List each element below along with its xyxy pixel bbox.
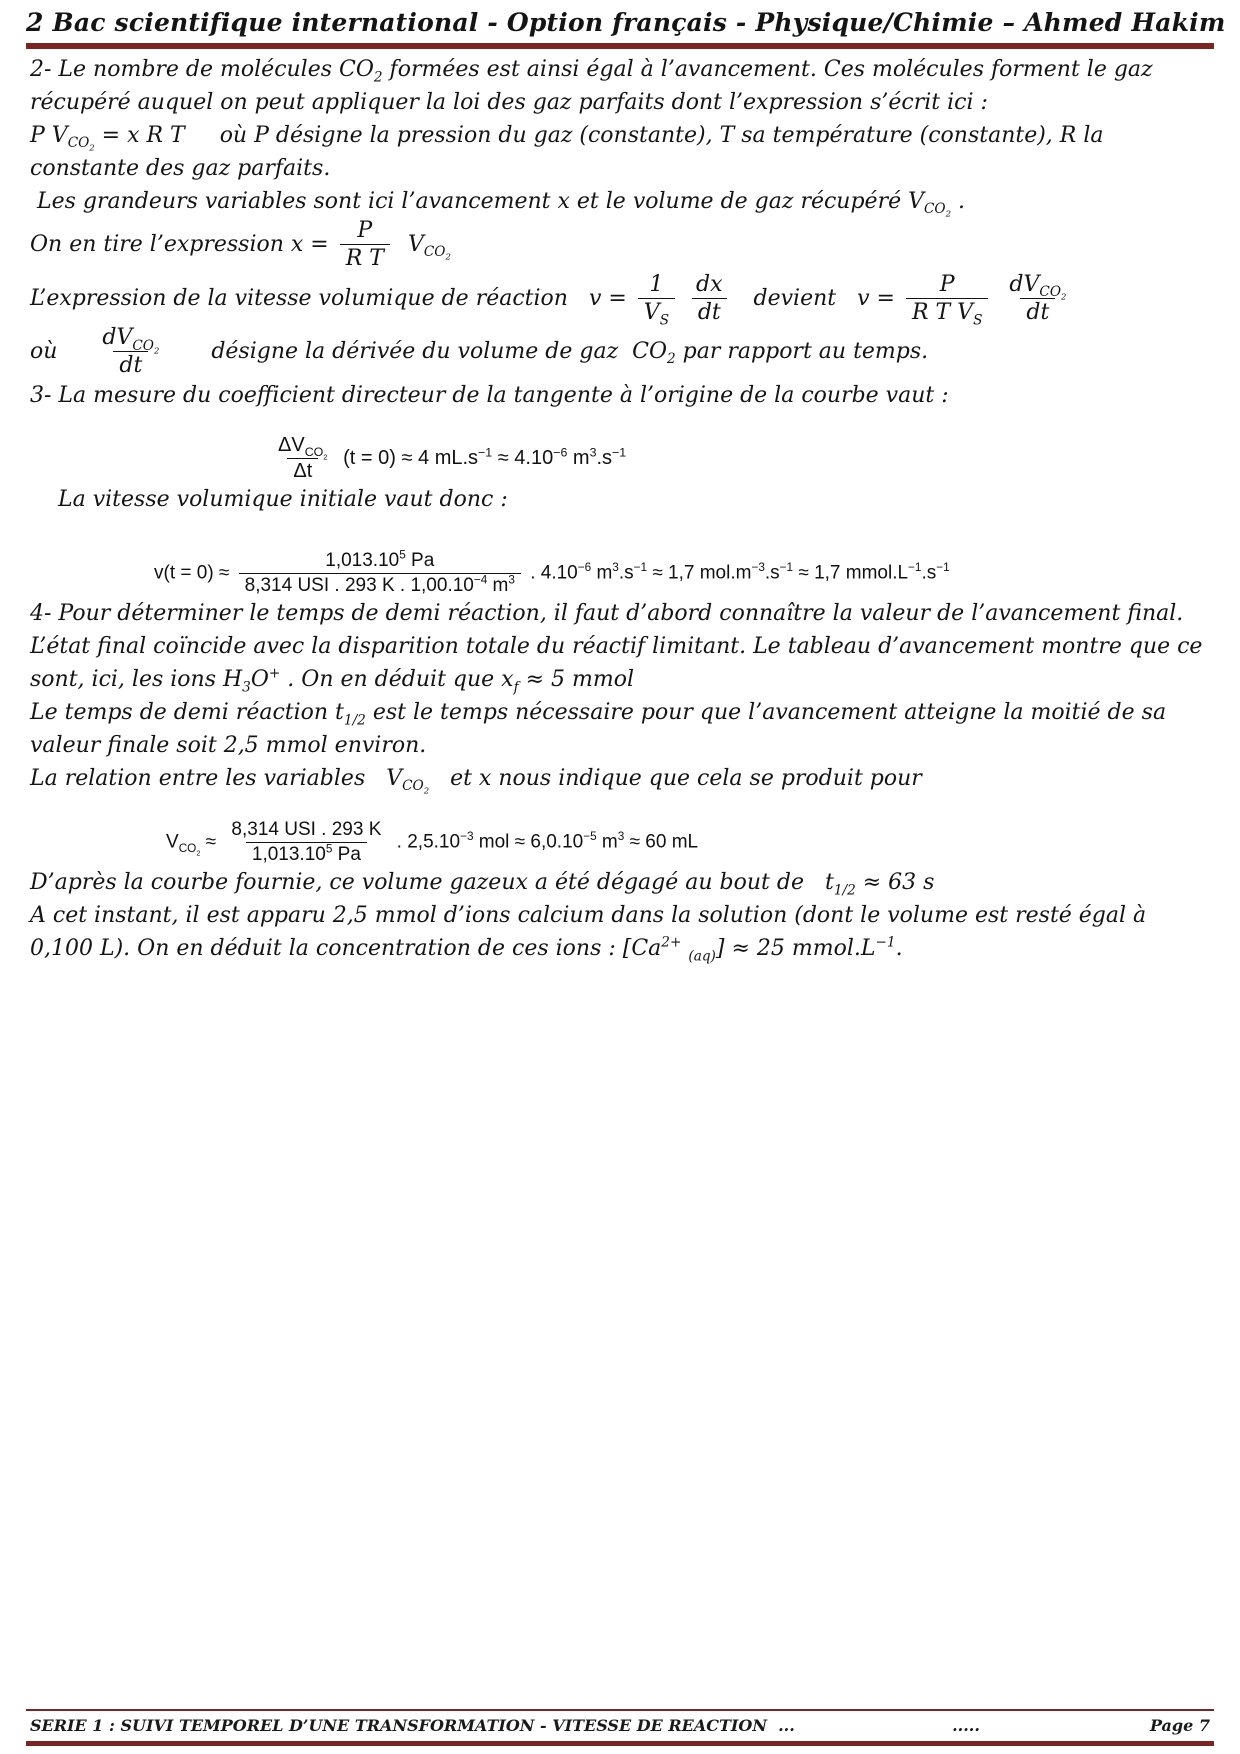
footer-dots: ..... bbox=[952, 1716, 980, 1735]
fraction: $\frac{P}{R T V_S}$ bbox=[906, 272, 988, 326]
page-header bbox=[0, 0, 1240, 49]
paragraph-half-time-definition: Le temps de demi réaction $t_{1/2}$ est le temps nécessaire pour que l’avancement atteigne la moitié de sa valeur finale soit 2,5 mmol environ. bbox=[30, 699, 1174, 758]
paragraph-derivative-definition: où $\frac{dV_{CO_2}}{dt}$ désigne la dérivée du volume de gaz $CO_2$ par rapport au temps. bbox=[30, 325, 929, 379]
footer-page-number: Page 7 bbox=[1149, 1716, 1210, 1735]
fraction: $\frac{1}{V_S}$ bbox=[638, 272, 675, 326]
equation-initial-slope: $\frac{\Delta V_{CO_2}}{\Delta t}$ (t = 0) ≈ 4 $mL.s^{-1} \approx 4.10^{-6}$ $m^3.s^{-1}$ bbox=[268, 434, 1210, 483]
fraction: $\frac{1,013.10^5 Pa}{8,314 USI . 293 K . 1,00.10^{-4} m^3}$ bbox=[239, 550, 521, 597]
paragraph-relation-variables: La relation entre les variables $V_{CO_2}$ et x nous indique que cela se produit pour bbox=[30, 765, 922, 797]
page-footer bbox=[0, 1709, 1240, 1754]
paragraph-calcium-concentration: A cet instant, il est apparu 2,5 mmol d’ions calcium dans la solution (dont le volume est resté égal à 0,100 L). On en déduit la concentration de ces ions : [$Ca^{2+}$ $_{(aq)}$] ≈ 25 $mmol.L^{-1}$. bbox=[30, 902, 1154, 965]
footer-series-title: SERIE 1 : SUIVI TEMPOREL D’UNE TRANSFORMATION - VITESSE DE REACTION ... bbox=[30, 1716, 795, 1735]
fraction: $\frac{\Delta V_{CO_2}}{\Delta t}$ bbox=[278, 433, 328, 483]
footer-text-row bbox=[26, 1711, 1214, 1741]
paragraph-q3-tangent-slope: 3- La mesure du coefficient directeur de la tangente à l’origine de la courbe vaut : bbox=[30, 382, 949, 408]
paragraph-volumetric-rate-expression: L’expression de la vitesse volumique de réaction v = $\frac{1}{V_S}$ $\frac{dx}{dt}$ devient v = $\frac{P}{R T V_S}$ $\frac{dV_{CO_2}}{dt}$ bbox=[30, 272, 1210, 326]
paragraph-q4-half-reaction-time: 4- Pour déterminer le temps de demi réaction, il faut d’abord connaître la valeur de l’avancement final. bbox=[30, 600, 1184, 626]
fraction: $\frac{P}{\text{R T}}$ bbox=[340, 218, 390, 272]
document-title: 2 Bac scientifique international - Option français - Physique/Chimie – Ahmed Hakim bbox=[26, 8, 1226, 37]
equation-half-volume: $V_{CO_2}$ ≈ $\frac{\text{8,314 USI . 293 K}}{1,013.10^5 Pa}$ . $2,5.10^{-3}$ mol ≈ $6,0.10^{-5}$ $m^3 \approx 60$ mL bbox=[166, 818, 699, 865]
fraction: $\frac{dV_{CO_2}}{dt}$ bbox=[102, 325, 160, 379]
paragraph-final-state: L’état final coïncide avec la disparition totale du réactif limitant. Le tableau d’avancement montre que ce sont, ici, les ions $H_3O^+$ . On en déduit que $x_f \approx 5$ mmol bbox=[30, 633, 1210, 696]
footer-bottom-divider bbox=[26, 1741, 1214, 1746]
paragraph-initial-rate-intro: La vitesse volumique initiale vaut donc : bbox=[58, 487, 508, 513]
fraction: $\frac{\text{8,314 USI . 293 K}}{1,013.10^5 Pa}$ bbox=[231, 818, 382, 865]
paragraph-half-time-value: D’après la courbe fournie, ce volume gazeux a été dégagé au bout de $t_{1/2} \approx 63$ s bbox=[30, 869, 935, 899]
paragraph-variable-quantities: Les grandeurs variables sont ici l’avancement x et le volume de gaz récupéré $V_{CO_2}$ . bbox=[30, 189, 965, 220]
equation-initial-rate: v(t = 0) ≈ $\frac{1,013.10^5 Pa}{8,314 USI . 293 K . 1,00.10^{-4} m^3}$ . $4.10^{-6}$ $m^3.s^{-1} \approx 1,7$ $mol.m^{-3}.s^{-1} \approx 1,7$ $mmol.L^{-1}.s^{-1}$ bbox=[154, 548, 950, 597]
fraction: $\frac{dx}{dt}$ bbox=[690, 272, 729, 326]
document-body bbox=[0, 49, 1240, 965]
fraction: $\frac{dV_{CO_2}}{dt}$ bbox=[1009, 271, 1067, 325]
paragraph-co2-molecules: 2- Le nombre de molécules $CO_2$ formées est ainsi égal à l’avancement. Ces molécules forment le gaz récupéré auquel on peut appliquer la loi des gaz parfaits dont l’expression s’écrit ici : bbox=[30, 57, 1160, 115]
paragraph-ideal-gas-law: P $V_{CO_2} = x$ R T où P désigne la pression du gaz (constante), T sa température (constante), R la constante des gaz parfaits. bbox=[30, 123, 1111, 181]
paragraph-expression-x: On en tire l’expression x = $\frac{P}{\text{R T}}$ $V_{CO_2}$ bbox=[30, 218, 451, 272]
